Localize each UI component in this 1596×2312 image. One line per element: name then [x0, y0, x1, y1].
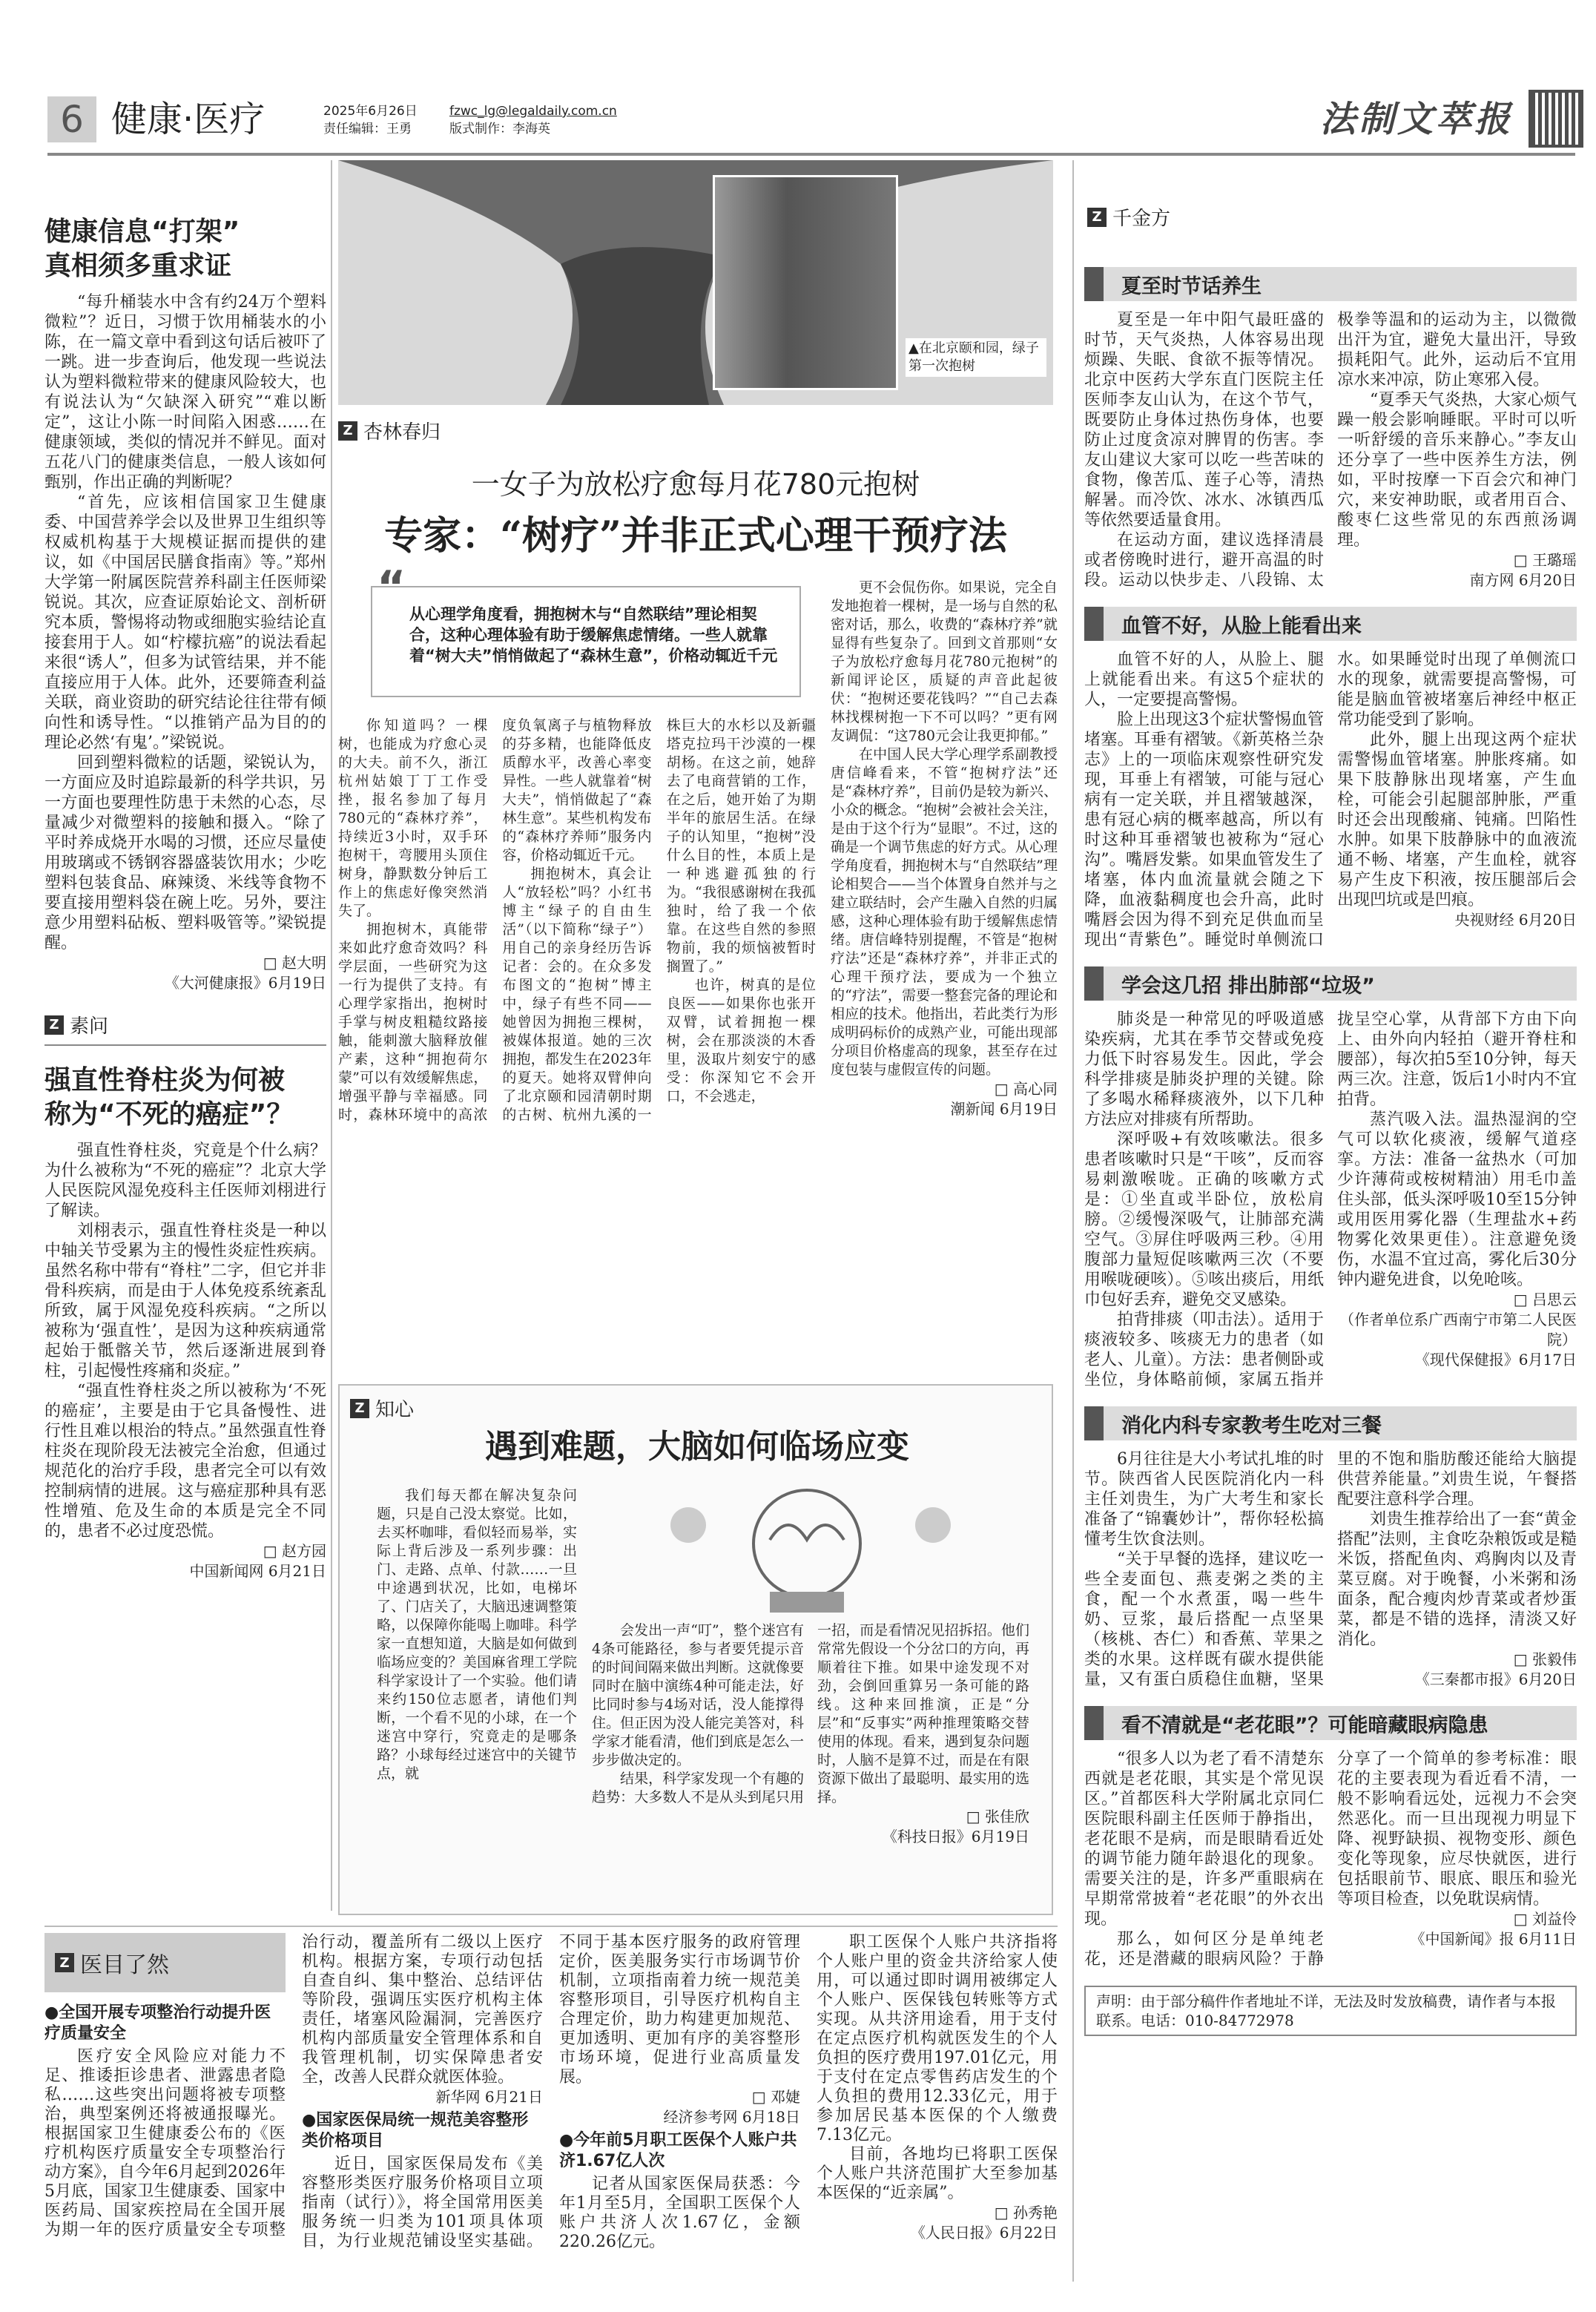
- article-headline: 遇到难题，大脑如何临场应变: [485, 1428, 909, 1466]
- photo-caption: ▲在北京颐和园，绿子第一次抱树: [906, 338, 1046, 377]
- article-body: [592, 1621, 1029, 1807]
- article-body: [1084, 310, 1577, 590]
- paragraph: 近日，国家医保局发布《美容整形类医疗服务价格项目立项指南（试行）》，将全国常用医美服务统一归类为101项具体项目，为行业规范铺设坚实基础。不同于基本医疗服务的政府管理定价，医美服务实行市场调节价机制，立项指南着力统一规范美容整形项目，引导医疗机构自主合理定价，助力构建更加规范、更加透明、更加有序的美容整形市场环境，促进行业高质量发展。: [302, 1933, 800, 2250]
- left-column: [44, 215, 326, 1581]
- contact-meta: [449, 102, 617, 138]
- section-title: 健康·医疗: [111, 99, 266, 140]
- article-card: [1084, 1706, 1577, 1969]
- section-label-xinglin: [338, 417, 441, 444]
- article-title: 真相须多重求证: [44, 251, 232, 281]
- source: 潮新闻 6月19日: [950, 1100, 1058, 1118]
- paragraph: 更不会侃伤你。如果说，完全自发地抱着一棵树，是一场与自然的私密对话，那么，收费的“森林疗养”就显得有些复杂了。回到文首那则“女子为放松疗愈每月花780元抱树”的新闻评论区，质疑的声音此起彼伏：“抱树还要花钱吗？”“自己去森林找棵树抱一下不可以吗？”更有网友调侃：“这780元会让我更抑郁。”: [831, 579, 1058, 744]
- notice-box: 声明：由于部分稿件作者地址不详，无法及时发放稿费，请作者与本报联系。电话：010-84772978: [1084, 1986, 1577, 2036]
- column-divider: [331, 160, 332, 1911]
- article-card: [1084, 1406, 1577, 1690]
- editor: 责任编辑：王勇: [323, 122, 412, 136]
- paragraph: “关于早餐的选择，建议吃一些全麦面包、燕麦粥之类的主食，配一个水煮蛋，喝一些牛奶、豆浆，最后搭配一点坚果（核桃、杏仁）和香蕉、苹果之类的水果。这样既有碳水提供能量，又有蛋白质稳住血糖，坚果里的不饱和脂肪酸还能给大脑提供营养能量。”刘贵生说，午餐搭配要注意科学合理。: [1084, 1450, 1577, 1689]
- paragraph: 蒸汽吸入法。温热湿润的空气可以软化痰液，缓解气道痉挛。方法：准备一盆热水（可加少许薄荷或桉树精油）用毛巾盖住头部，低头深呼吸10至15分钟或用医用雾化器（生理盐水+药物雾化效果更佳）。注意避免烫伤，水温不宜过高，雾化后30分钟内避免进食，以免呛咳。: [1337, 1110, 1577, 1289]
- section-label: 知心: [375, 1399, 415, 1421]
- source: 《现代保健报》6月17日: [1414, 1351, 1577, 1369]
- article-title: 学会这几招 排出肺部“垃圾”: [1084, 966, 1577, 1001]
- paragraph: 那么，如何区分是单纯老花，还是潜藏的眼病风险？于静分享了一个简单的参考标准：眼花的主要表现为看近看不清，一般不影响看远处，远视力不会突然恶化。而一旦出现视力明显下降、视野缺损、视物变形、颜色变化等现象，应尽快就医，进行包括眼前节、眼底、眼压和验光等项目检查，以免耽误病情。: [1084, 1750, 1577, 1969]
- source: 《中国新闻》报 6月11日: [1410, 1930, 1577, 1948]
- source: 南方网 6月20日: [1469, 571, 1577, 589]
- page-number: 6: [47, 96, 96, 142]
- author: □ 刘益伶: [1513, 1910, 1577, 1928]
- note: （作者单位系广西南宁市第二人民医院）: [1339, 1311, 1577, 1348]
- paragraph: “夏季天气炎热，大家心烦气躁一般会影响睡眠。平时可以听一听舒缓的音乐来静心。”李友山还分享了一些中医养生方法，例如，平时按摩一下百会穴和神门穴，来安神助眠，或者用百合、酸枣仁这些常见的东西煎汤调理。: [1337, 391, 1577, 550]
- paragraph: 会发出一声“叮”，整个迷宫有4条可能路径，参与者要凭提示音的时间间隔来做出判断。这就像要同时在脑中演练4种可能走法，好比同时参与4场对话，没人能撑得住。但正因为没人能完美答对，科学家才能看清，他们到底是怎么一步步做决定的。: [592, 1622, 804, 1768]
- paragraph: 医疗安全风险应对能力不足、推诿拒诊患者、泄露患者隐私……这些突出问题将被专项整治，典型案例还将被通报曝光。根据国家卫生健康委公布的《医疗机构医疗质量安全专项整治行动方案》，自今年6月起到2026年5月底，国家卫生健康委、国家中医药局、国家疾控局在全国开展为期一年的医疗质量安全专项整治行动，覆盖所有二级以上医疗机构。根据方案，专项行动包括自查自纠、集中整治、总结评估等阶段，强调压实医疗机构主体责任，堵塞风险漏洞，完善医疗机构内部质量安全管理体系和自我管理机制，切实保障患者安全，改善人民群众就医体验。: [44, 1933, 543, 2239]
- paragraph: 职工医保个人账户共济指将个人账户里的资金共济给家人使用，可以通过即时调用被绑定人个人账户、医保钱包转账等方式实现。从共济用途看，用于支付在定点医疗机构就医发生的个人负担的医疗费用197.01亿元，用于支付在定点零售药店发生的个人负担的费用12.33亿元，用于参加居民基本医保的个人缴费7.13亿元。: [817, 1933, 1058, 2144]
- paragraph: 拥抱树木，真能带来如此疗愈奇效吗？科学层面，一些研究为这一行为提供了支持。有心理学家指出，抱树时手掌与树皮粗糙纹路接触，能刺激大脑释放催产素，这种“拥抱荷尔蒙”可以有效缓解焦虑，增强平静与幸福感。同时，森林环境中的高浓度负氧离子与植物释放的芬多精，也能降低皮质醇水平，改善心率变异性。一些人就靠着“树大夫”，悄悄做起了“森林生意”。某些机构发布的“森林疗养师”服务内容，价格动辄近千元。: [338, 717, 652, 1123]
- issue-meta: [323, 102, 418, 138]
- article-title: 血管不好，从脸上能看出来: [1084, 607, 1577, 641]
- article-title: 强直性脊柱炎为何被: [44, 1065, 286, 1096]
- section-label-zhixin: [350, 1394, 414, 1422]
- source: 央视财经 6月20日: [1454, 911, 1577, 929]
- inset-photo: [713, 175, 898, 390]
- masthead-logo: 法制文萃报: [1320, 99, 1514, 140]
- section-logo-icon: Z: [44, 1015, 64, 1035]
- quote-mark-icon: “: [377, 561, 406, 613]
- paragraph: 深呼吸+有效咳嗽法。很多患者咳嗽时只是“干咳”，反而容易刺激喉咙。正确的咳嗽方式是：①坐直或半卧位，放松肩膀。②缓慢深吸气，让肺部充满空气。③屏住呼吸两三秒。④用腹部力量短促咳嗽两三次（不要用喉咙硬咳）。⑤咳出痰后，用纸巾包好丢弃，避免交叉感染。: [1084, 1130, 1324, 1309]
- author: □ 吕思云: [1513, 1291, 1577, 1308]
- pull-quote: [371, 561, 801, 697]
- paragraph: 拥抱树木，真会让人“放轻松”吗？小红书博主“绿子的自由生活”（以下简称“绿子”）用自己的亲身经历告诉记者：会的。在众多发布图文的“抱树”博主中，绿子有些不同——她曾因为拥抱三棵树，被媒体报道。她的三次拥抱，都发生在2023年的夏天。她将双臂伸向了北京颐和园清朝时期的古树、杭州九溪的一株巨大的水杉以及新疆塔克拉玛干沙漠的一棵胡杨。在这之前，她辞去了电商营销的工作，在之后，她开始了为期半年的旅居生活。在绿子的认知里，“抱树”没什么目的性，本质上是一种逃避孤独的行为。“我很感谢树在我孤独时，给了我一个依靠。在这些自然的参照物前，我的烦恼被暂时搁置了。”: [502, 717, 816, 1123]
- source: 《人民日报》6月22日: [910, 2224, 1058, 2242]
- article-health-info: [44, 215, 326, 993]
- right-column: [1084, 267, 1577, 2036]
- article-body: [377, 1486, 577, 1783]
- briefs-section: [44, 1933, 1058, 2252]
- section-logo-icon: Z: [1087, 208, 1107, 227]
- author: □ 邓婕: [751, 2088, 800, 2106]
- paragraph: “很多人以为老了看不清楚东西就是老花眼，其实是个常见误区。”首都医科大学附属北京同仁医院眼科副主任医师于静指出，老花眼不是病，而是眼睛看近处的调节能力随年龄退化的现象。需要关注的是，许多严重眼病在早期常常披着“老花眼”的外衣出现。: [1084, 1750, 1324, 1929]
- paragraph: 刘贵生推荐给出了一套“黄金搭配”法则，主食吃杂粮饭或是糙米饭，搭配鱼肉、鸡胸肉以及青菜豆腐。对于晚餐，小米粥和汤面条，配合瘦肉炒青菜或者炒蛋菜，都是不错的选择，清淡又好消化。: [1337, 1510, 1577, 1649]
- section-label: 杏林春归: [363, 421, 441, 444]
- author: □ 张毅伟: [1513, 1650, 1577, 1668]
- paragraph: 记者从国家医保局获悉：今年1月至5月，全国职工医保个人账户共济人次1.67亿，金额220.26亿元。: [559, 2175, 800, 2251]
- right-articles: [1084, 267, 1577, 1969]
- paragraph: “强直性脊柱炎之所以被称为‘不死的癌症’，主要是由于它具备慢性、进行性且难以根治的特点。”虽然强直性脊柱炎在现阶段无法被完全治愈，但通过规范化的治疗手段，患者完全可以有效控制病情的进展。这与癌症那种具有恶性增殖、危及生命的本质是完全不同的，患者不必过度恐慌。: [44, 1382, 326, 1541]
- bottom-rule: [44, 1926, 1058, 1927]
- article-body-continued: [592, 1621, 1029, 1847]
- article-title: 看不清就是“老花眼”？可能暗藏眼病隐患: [1084, 1706, 1577, 1740]
- article-body-main: [338, 717, 816, 1124]
- paragraph: 结果，科学家发现一个有趣的趋势：大多数人不是从头到尾只用一招，而是看情况见招拆招。他们常常先假设一个分岔口的方向，再顺着往下推。如果中途发现不对劲，会倒回重算另一条可能的路线。这种来回推演，正是“分层”和“反事实”两种推理策略交替使用的体现。看来，遇到复杂问题时，人脑不是算不过，而是在有限资源下做出了最聪明、最实用的选择。: [592, 1622, 1029, 1805]
- layout-credit: 版式制作：李海英: [449, 122, 550, 136]
- article-card: [1084, 607, 1577, 950]
- article-body-continued: [831, 579, 1058, 1119]
- paragraph: 你知道吗？一棵树，也能成为疗愈心灵的大夫。前不久，浙江杭州姑娘丁丁工作受挫，报名参加了每月780元的“森林疗养”，持续近3小时，双手环抱树干，弯腰用头顶住树身，静默数分钟后工作上的焦虑好像突然消失了。: [338, 717, 488, 919]
- paragraph: 拍背排痰（叩击法）。适用于痰液较多、咳痰无力的患者（如老人、儿童）。方法：患者侧卧或坐位，身体略前倾，家属五指并拢呈空心掌，从背部下方由下向上、由外向内轻拍（避开脊柱和腰部），每次拍5至10分钟，每天两三次。注意，饭后1小时内不宜拍背。: [1084, 1010, 1577, 1389]
- section-label: 千金方: [1112, 208, 1171, 230]
- qr-code-icon[interactable]: [1531, 93, 1580, 145]
- column-divider: [1072, 160, 1074, 2282]
- section-label-yimu: [44, 1933, 286, 1992]
- source: 《三秦都市报》6月20日: [1414, 1670, 1577, 1688]
- brief-title: ●全国开展专项整治行动提升医疗质量安全: [44, 2003, 271, 2043]
- author: □ 高心同: [994, 1080, 1058, 1098]
- author: □ 赵大明: [263, 954, 326, 972]
- article-title: 夏至时节话养生: [1084, 267, 1577, 301]
- zhixin-box: [338, 1384, 1053, 1915]
- source: 中国新闻网 6月21日: [189, 1562, 326, 1580]
- source: 《大河健康报》6月19日: [164, 974, 326, 992]
- paragraph: 6月往往是大小考试扎堆的时节。陕西省人民医院消化内一科主任刘贵生，为广大考生和家长准备了“锦囊妙计”，帮你轻松搞懂考生饮食法则。: [1084, 1450, 1324, 1549]
- source: 《科技日报》6月19日: [882, 1828, 1029, 1845]
- paragraph: 在运动方面，建议选择清晨或者傍晚时进行，避开高温的时段。运动以快步走、八段锦、太极拳等温和的运动为主，以微微出汗为宜，避免大量出汗，导致损耗阳气。此外，运动后不宜用凉水来冲凉，防止寒邪入侵。: [1084, 311, 1577, 590]
- article-body: [1084, 650, 1577, 950]
- section-label: 医目了然: [80, 1952, 169, 1978]
- source: 新华网 6月21日: [435, 2088, 543, 2106]
- paragraph: 肺炎是一种常见的呼吸道感染疾病，尤其在季节交替或免疫力低下时容易发生。因此，学会科学排痰是肺炎护理的关键。除了多喝水稀释痰液外，以下几种方法应对排痰有所帮助。: [1084, 1010, 1324, 1129]
- author: □ 张佳欣: [966, 1808, 1029, 1825]
- paragraph: “首先，应该相信国家卫生健康委、中国营养学会以及世界卫生组织等权威机构基于大规模证据而提供的建议，如《中国居民膳食指南》等。”郑州大学第一附属医院营养科副主任医师梁锐说。其次，应查证原始论文、剖析研究本质，警惕将动物或细胞实验结论直接套用于人。如“柠檬抗癌”的说法看起来很“诱人”，但多为试管结果，并不能直接应用于人体。此外，还要筛查利益关联，商业资助的研究结论往往带有倾向性和诱导性。“以推销产品为目的的理论必然‘有鬼’。”梁锐说。: [44, 493, 326, 752]
- article-body: [44, 1141, 326, 1541]
- article-title: 消化内科专家教考生吃对三餐: [1084, 1406, 1577, 1440]
- article-body: [831, 579, 1058, 1079]
- section-label-qianjin: [1087, 203, 1170, 231]
- paragraph: 也许，树真的是位良医——如果你也张开双臂，试着拥抱一棵树，会在那淡淡的木香里，汲取片刻安宁的感受：你深知它不会开口，不会逃走，: [666, 977, 816, 1104]
- paragraph: 我们每天都在解决复杂问题，只是自己没太察觉。比如，去买杯咖啡，看似轻而易举，实际上背后涉及一系列步骤：出门、走路、点单、付款……一旦中途遇到状况，比如，电梯坏了、门店关了，大脑迅速调整策略，以保障你能喝上咖啡。科学家一直想知道，大脑是如何做到临场应变的？美国麻省理工学院科学家设计了一个实验。他们请来约150位志愿者，请他们判断，一个看不见的小球，在一个迷宫中穿行，究竟走的是哪条路？小球每经过迷宫中的关键节点，就: [377, 1487, 577, 1782]
- paragraph: 在中国人民大学心理学系副教授唐信峰看来，不管“抱树疗法”还是“森林疗养”，目前仍是较为新兴、小众的概念。“抱树”会被社会关注，是由于这个行为“显眼”。不过，这的确是一个调节焦虑的好方式。从心理学角度看，拥抱树木与“自然联结”理论相契合——当个体置身自然并与之建立联结时，会产生融入自然的归属感，这种心理体验有助于缓解焦虑情绪。唐信峰特别提醒，不管是“抱树疗法”还是“森林疗养”，并非正式的心理干预疗法，要成为一个独立的“疗法”，需要一整套完备的理论和相应的技术。他指出，若此类行为形成明码标价的成熟产业，可能出现部分项目价格虚高的现象，甚至存在过度包装与虚假宣传的问题。: [831, 746, 1058, 1078]
- article-card: [1084, 267, 1577, 590]
- paragraph: 此外，腿上出现这两个症状需警惕血管堵塞。肿胀疼痛。如果下肢静脉出现堵塞，产生血栓，可能会引起腿部肿胀，严重时还会出现酸痛、钝痛。凹陷性水肿。如果下肢静脉中的血液流通不畅、堵塞，产生血栓，就容易产生皮下积液，按压腿部后会出现凹坑或是凹痕。: [1337, 731, 1577, 909]
- paragraph: 强直性脊柱炎，究竟是个什么病？为什么被称为“不死的癌症”？北京大学人民医院风湿免疫科主任医师刘栩进行了解读。: [44, 1142, 326, 1220]
- section-logo-icon: Z: [55, 1953, 74, 1972]
- brief-title: ●国家医保局统一规范美容整形类价格项目: [302, 2111, 529, 2150]
- article-body: [1084, 1749, 1577, 1969]
- article-body: [44, 292, 326, 953]
- brain-illustration: [592, 1481, 1022, 1614]
- section-label-suwen: [44, 1011, 326, 1046]
- paragraph: 回到塑料微粒的话题，梁锐认为，一方面应及时追踪最新的科学共识，另一方面也要理性防患于未然的心态，尽量减少对微塑料的接触和摄入。“除了平时养成烧开水喝的习惯，还应尽量使用玻璃或不锈钢容器盛装饮用水；少吃塑料包装食品、麻辣烫、米线等食物不要直接用塑料袋在碗上吃。另外，要注意少用塑料砧板、塑料吸管等。”梁锐提醒。: [44, 754, 326, 952]
- paragraph: 夏至是一年中阳气最旺盛的时节，天气炎热，人体容易出现烦躁、失眠、食欲不振等情况。北京中医药大学东直门医院主任医师李友山认为，在这个节气，既要防止身体过热伤身体，也要防止过度贪凉对脾胃的伤害。李友山建议大家可以吃一些苦味的食物，像苦瓜、莲子心等，清热解暑。而冷饮、冰水、冰镇西瓜等依然要适量食用。: [1084, 311, 1324, 530]
- article-body: [1084, 1010, 1577, 1390]
- article-ankylosing: [44, 1064, 326, 1581]
- section-logo-icon: Z: [338, 421, 357, 441]
- issue-date: 2025年6月26日: [323, 104, 418, 119]
- paragraph: 血管不好的人，从脸上、腿上就能看出来。有这5个症状的人，一定要提高警惕。: [1084, 651, 1324, 709]
- article-title: 健康信息“打架”: [44, 217, 240, 247]
- quote-text: 从心理学角度看，拥抱树木与“自然联结”理论相契合，这种心理体验有助于缓解焦虑情绪。一些人就靠着“树大夫”悄悄做起了“森林生意”，价格动辄近千元: [409, 605, 778, 665]
- article-card: [1084, 966, 1577, 1390]
- tree-hug-photo: [338, 160, 1053, 405]
- header-rule: [47, 153, 1575, 156]
- article-title: 称为“不死的癌症”？: [44, 1099, 294, 1130]
- source: 经济参考网 6月18日: [663, 2108, 800, 2126]
- article-subtitle: 一女子为放松疗愈每月花780元抱树: [471, 468, 920, 501]
- article-headline: 专家：“树疗”并非正式心理干预疗法: [384, 513, 1007, 559]
- paragraph: 目前，各地均已将职工医保个人账户共济范围扩大至参加基本医保的“近亲属”。: [817, 2145, 1058, 2202]
- author: □ 孙秀艳: [994, 2204, 1058, 2222]
- section-logo-icon: Z: [350, 1399, 369, 1418]
- author: □ 王璐瑶: [1513, 551, 1577, 569]
- paragraph: 脸上出现这3个症状警惕血管堵塞。耳垂有褶皱。《新英格兰杂志》上的一项临床观察性研究发现，耳垂上有褶皱，可能与冠心病有一定关联，并且褶皱越深，患有冠心病的概率越高，所以有时这种耳垂褶皱也被称为“冠心沟”。嘴唇发紫。如果血管发生了堵塞，体内血流量就会随之下降，血液黏稠度也会升高，此时嘴唇会因为得不到充足供血而呈现出“青紫色”。睡觉时单侧流口水。如果睡觉时出现了单侧流口水的现象，就需要提高警惕，可能是脑血管被堵塞后神经中枢正常功能受到了影响。: [1084, 651, 1577, 949]
- email-link[interactable]: fzwc_lg@legaldaily.com.cn: [449, 104, 617, 119]
- article-body: [1084, 1449, 1577, 1690]
- paragraph: 刘栩表示，强直性脊柱炎是一种以中轴关节受累为主的慢性炎症性疾病。虽然名称中带有“脊柱”二字，但它并非骨科疾病，而是由于人体免疫系统紊乱所致，属于风湿免疫科疾病。“之所以被称为‘强直性’，是因为这种疾病通常起始于骶髂关节，然后逐渐进展到脊柱，引起慢性疼痛和炎症。”: [44, 1222, 326, 1380]
- section-label: 素问: [70, 1015, 109, 1038]
- brief-title: ●今年前5月职工医保个人账户共济1.67亿人次: [559, 2131, 797, 2170]
- paragraph: “每升桶装水中含有约24万个塑料微粒”？近日，习惯于饮用桶装水的小陈，在一篇文章中看到这句话后被吓了一跳。进一步查询后，他发现一些说法认为塑料微粒带来的健康风险较大，也有说法认为“欠缺深入研究”“难以断定”，这让小陈一时间陷入困惑……在健康领域，类似的情况并不鲜见。面对五花八门的健康类信息，一般人该如何甄别，作出正确的判断呢？: [44, 293, 326, 492]
- author: □ 赵方园: [263, 1542, 326, 1560]
